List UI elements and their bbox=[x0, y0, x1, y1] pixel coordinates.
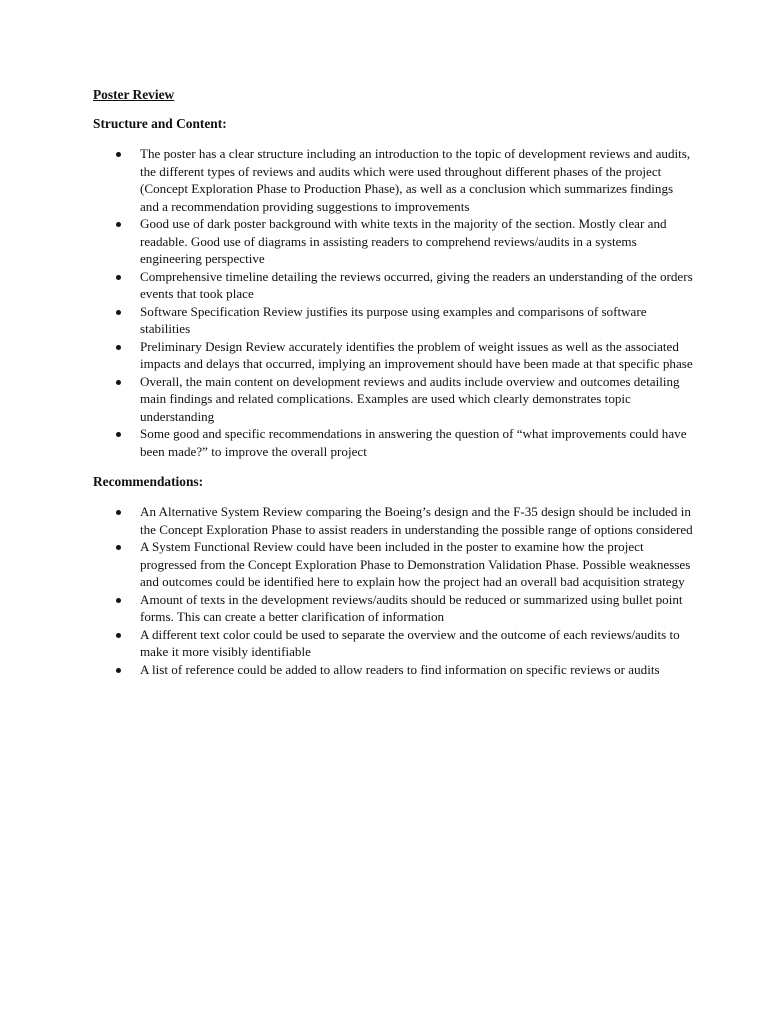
section-heading-recommendations: Recommendations: bbox=[93, 474, 204, 489]
bullet-text: Preliminary Design Review accurately identifies the problem of weight issues as well as the associated impacts and delays that occurred, implying an improvement should have been made at that specific phase bbox=[140, 338, 693, 371]
bullet-item bbox=[93, 538, 693, 591]
recommendations-section bbox=[93, 473, 693, 678]
bullet-text: The poster has a clear structure including an introduction to the topic of development reviews and audits, the different types of reviews and audits which were used throughout different phases of the project (Concept Exploration Phase to Production Phase), as well as a conclusion which summarizes findings and a recommendation providing suggestions to improvements bbox=[140, 146, 691, 214]
bullet-icon bbox=[116, 668, 121, 673]
bullet-text: Overall, the main content on development reviews and audits include overview and outcomes detailing main findings and related complications. Examples are used which clearly demonstrates topic understanding bbox=[140, 373, 680, 424]
bullet-item bbox=[93, 373, 693, 426]
bullet-icon bbox=[116, 275, 121, 280]
bullet-item bbox=[93, 338, 693, 373]
bullet-item bbox=[93, 268, 693, 303]
bullet-item bbox=[93, 661, 693, 679]
bullet-text: An Alternative System Review comparing the Boeing’s design and the F-35 design should be included in the Concept Exploration Phase to assist readers in understanding the possible range of options considered bbox=[140, 504, 693, 537]
bullet-icon bbox=[116, 545, 121, 550]
structure-content-section bbox=[93, 115, 693, 460]
bullet-icon bbox=[116, 598, 121, 603]
bullet-item bbox=[93, 503, 693, 538]
document-title: Poster Review bbox=[93, 87, 175, 102]
bullet-icon bbox=[116, 310, 121, 315]
bullet-item bbox=[93, 626, 693, 661]
bullet-text: Some good and specific recommendations in answering the question of “what improvements could have been made?” to improve the overall project bbox=[140, 426, 687, 459]
section-heading-structure: Structure and Content: bbox=[93, 116, 227, 131]
bullet-item bbox=[93, 145, 693, 215]
bullet-icon bbox=[116, 152, 121, 157]
bullet-text: A System Functional Review could have been included in the poster to examine how the project progressed from the Concept Exploration Phase to Demonstration Validation Phase. Possible weaknesses and outcomes could be identified here to explain how the project had an overall bad acquisition strategy bbox=[140, 539, 691, 589]
recommendations-bullet-list bbox=[93, 503, 693, 678]
bullet-text: A list of reference could be added to allow readers to find information on specific reviews or audits bbox=[140, 661, 660, 677]
bullet-item bbox=[93, 425, 693, 460]
section-spacer bbox=[93, 460, 693, 473]
bullet-icon bbox=[116, 633, 121, 638]
bullet-text: A different text color could be used to separate the overview and the outcome of each reviews/audits to make it more visibly identifiable bbox=[140, 626, 680, 659]
bullet-icon bbox=[116, 432, 121, 437]
bullet-item bbox=[93, 303, 693, 338]
bullet-item bbox=[93, 215, 693, 268]
structure-bullet-list bbox=[93, 145, 693, 460]
bullet-icon bbox=[116, 380, 121, 385]
bullet-icon bbox=[116, 510, 121, 515]
bullet-icon bbox=[116, 222, 121, 227]
bullet-text: Amount of texts in the development reviews/audits should be reduced or summarized using bullet point forms. This can create a better clarification of information bbox=[140, 591, 683, 624]
bullet-text: Software Specification Review justifies its purpose using examples and comparisons of software stabilities bbox=[140, 303, 647, 336]
bullet-item bbox=[93, 591, 693, 626]
document-content bbox=[93, 86, 693, 678]
bullet-text: Comprehensive timeline detailing the reviews occurred, giving the readers an understanding of the orders events that took place bbox=[140, 268, 693, 301]
bullet-icon bbox=[116, 345, 121, 350]
bullet-text: Good use of dark poster background with white texts in the majority of the section. Mostly clear and readable. Good use of diagrams in assisting readers to comprehend reviews/audits in a systems engineering perspective bbox=[140, 216, 667, 266]
